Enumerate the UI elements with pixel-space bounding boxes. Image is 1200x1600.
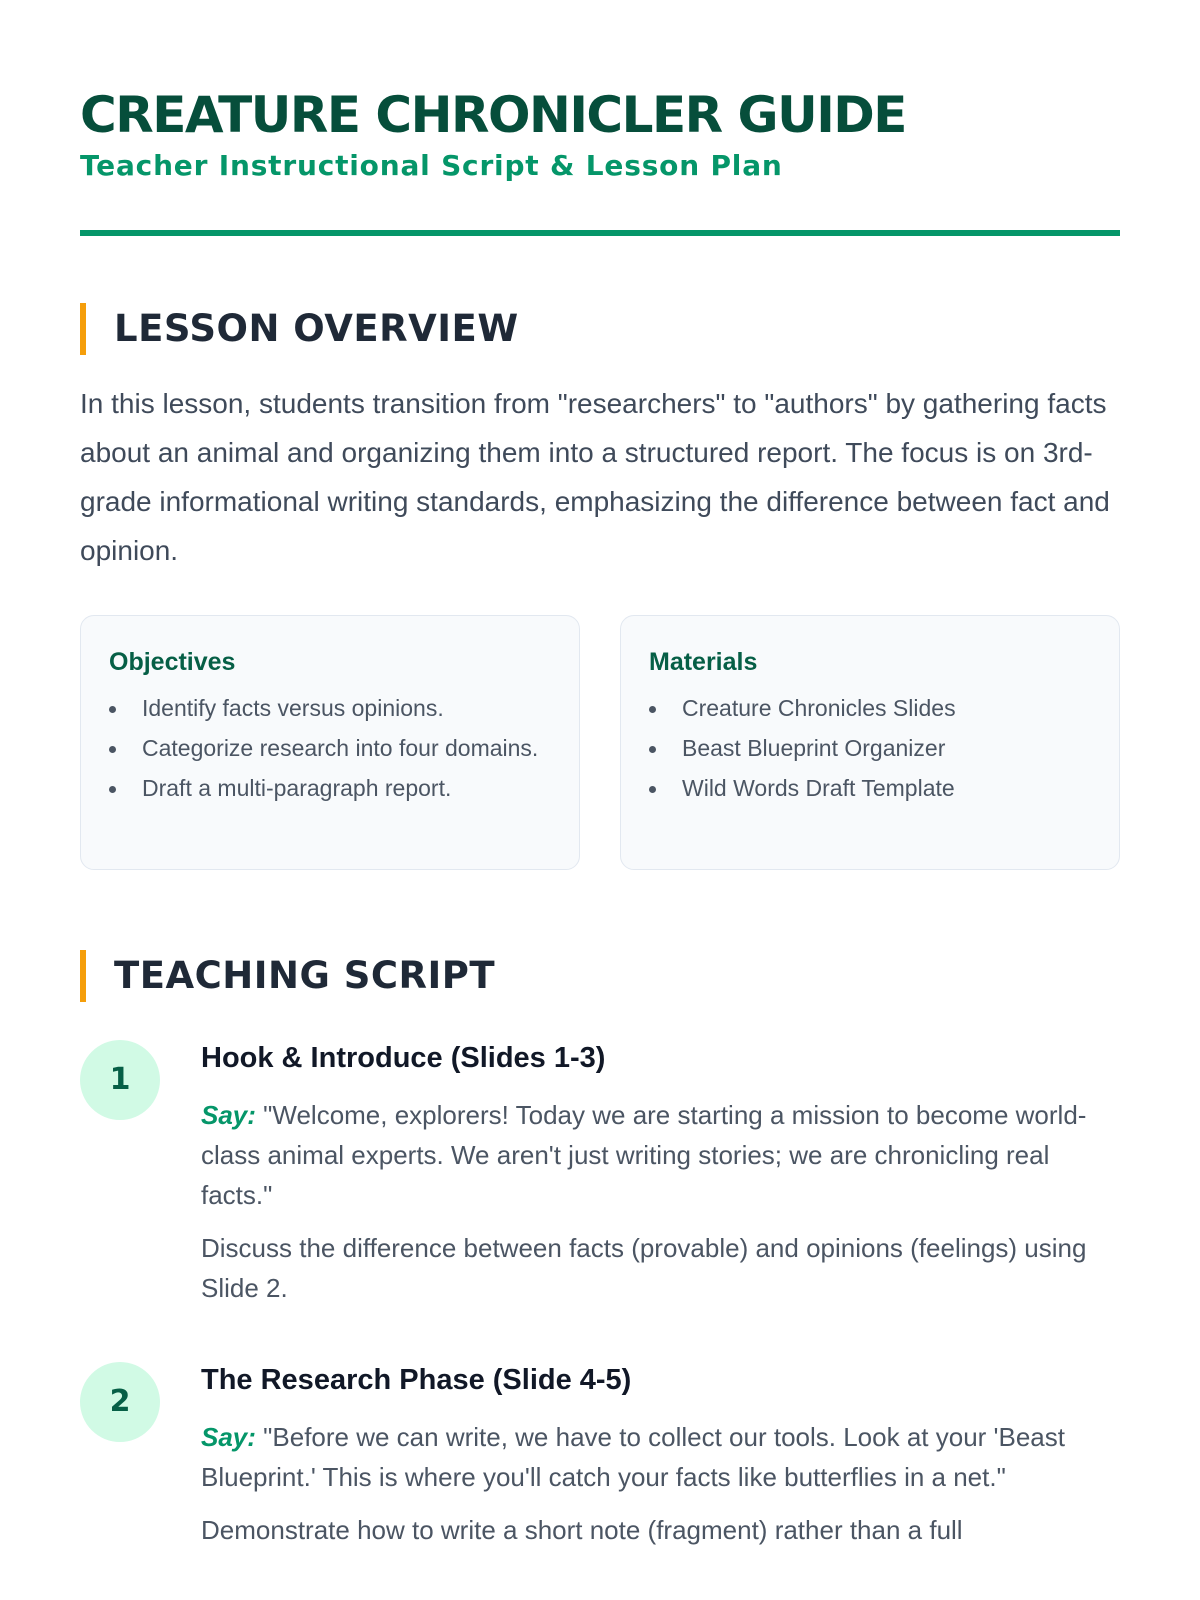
say-label: Say: bbox=[201, 1422, 256, 1452]
step-number-badge: 2 bbox=[80, 1362, 160, 1442]
list-item: Beast Blueprint Organizer bbox=[649, 732, 1091, 765]
list-item: Creature Chronicles Slides bbox=[649, 692, 1091, 725]
teaching-script-heading-text: TEACHING SCRIPT bbox=[114, 954, 496, 997]
step-say-text bbox=[201, 1417, 1120, 1497]
step-say-text bbox=[201, 1095, 1120, 1215]
list-item: Draft a multi-paragraph report. bbox=[109, 772, 551, 805]
step-note: Discuss the difference between facts (provable) and opinions (feelings) using Slide 2. bbox=[201, 1233, 1087, 1303]
materials-title: Materials bbox=[649, 648, 758, 676]
step-say-quote: "Welcome, explorers! Today we are starting a mission to become world-class animal experts. We aren't just writing stories; we are chronicling real facts." bbox=[201, 1100, 1087, 1210]
objectives-card bbox=[80, 615, 580, 870]
lesson-overview-text: In this lesson, students transition from "researchers" to "authors" by gathering facts about an animal and organizing them into a structured report. The focus is on 3rd-grade informational writing standards, emphasizing the difference between fact and opinion. bbox=[80, 388, 1110, 566]
materials-list bbox=[649, 692, 1091, 805]
step-title: Hook & Introduce (Slides 1-3) bbox=[201, 1042, 606, 1074]
materials-card bbox=[620, 615, 1120, 870]
heading-accent-bar bbox=[80, 950, 86, 1002]
title-divider bbox=[80, 230, 1120, 236]
step-note: Demonstrate how to write a short note (fragment) rather than a full bbox=[201, 1515, 963, 1545]
document-title: CREATURE CHRONICLER GUIDE bbox=[80, 86, 906, 144]
step-number-badge: 1 bbox=[80, 1040, 160, 1120]
lesson-overview-heading bbox=[80, 303, 1120, 355]
teaching-script-heading bbox=[80, 950, 1120, 1002]
say-label: Say: bbox=[201, 1100, 256, 1130]
objectives-list bbox=[109, 692, 551, 805]
list-item: Categorize research into four domains. bbox=[109, 732, 551, 765]
step-title: The Research Phase (Slide 4-5) bbox=[201, 1364, 632, 1396]
heading-accent-bar bbox=[80, 303, 86, 355]
step-say-quote: "Before we can write, we have to collect our tools. Look at your 'Beast Blueprint.' This is where you'll catch your facts like butterflies in a net." bbox=[201, 1422, 1065, 1492]
lesson-overview-heading-text: LESSON OVERVIEW bbox=[114, 307, 519, 350]
list-item: Wild Words Draft Template bbox=[649, 772, 1091, 805]
list-item: Identify facts versus opinions. bbox=[109, 692, 551, 725]
script-step-2 bbox=[80, 1362, 1120, 1550]
script-step-1 bbox=[80, 1040, 1120, 1308]
objectives-title: Objectives bbox=[109, 648, 236, 676]
overview-cards bbox=[80, 615, 1120, 870]
document-subtitle: Teacher Instructional Script & Lesson Plan bbox=[80, 149, 783, 182]
